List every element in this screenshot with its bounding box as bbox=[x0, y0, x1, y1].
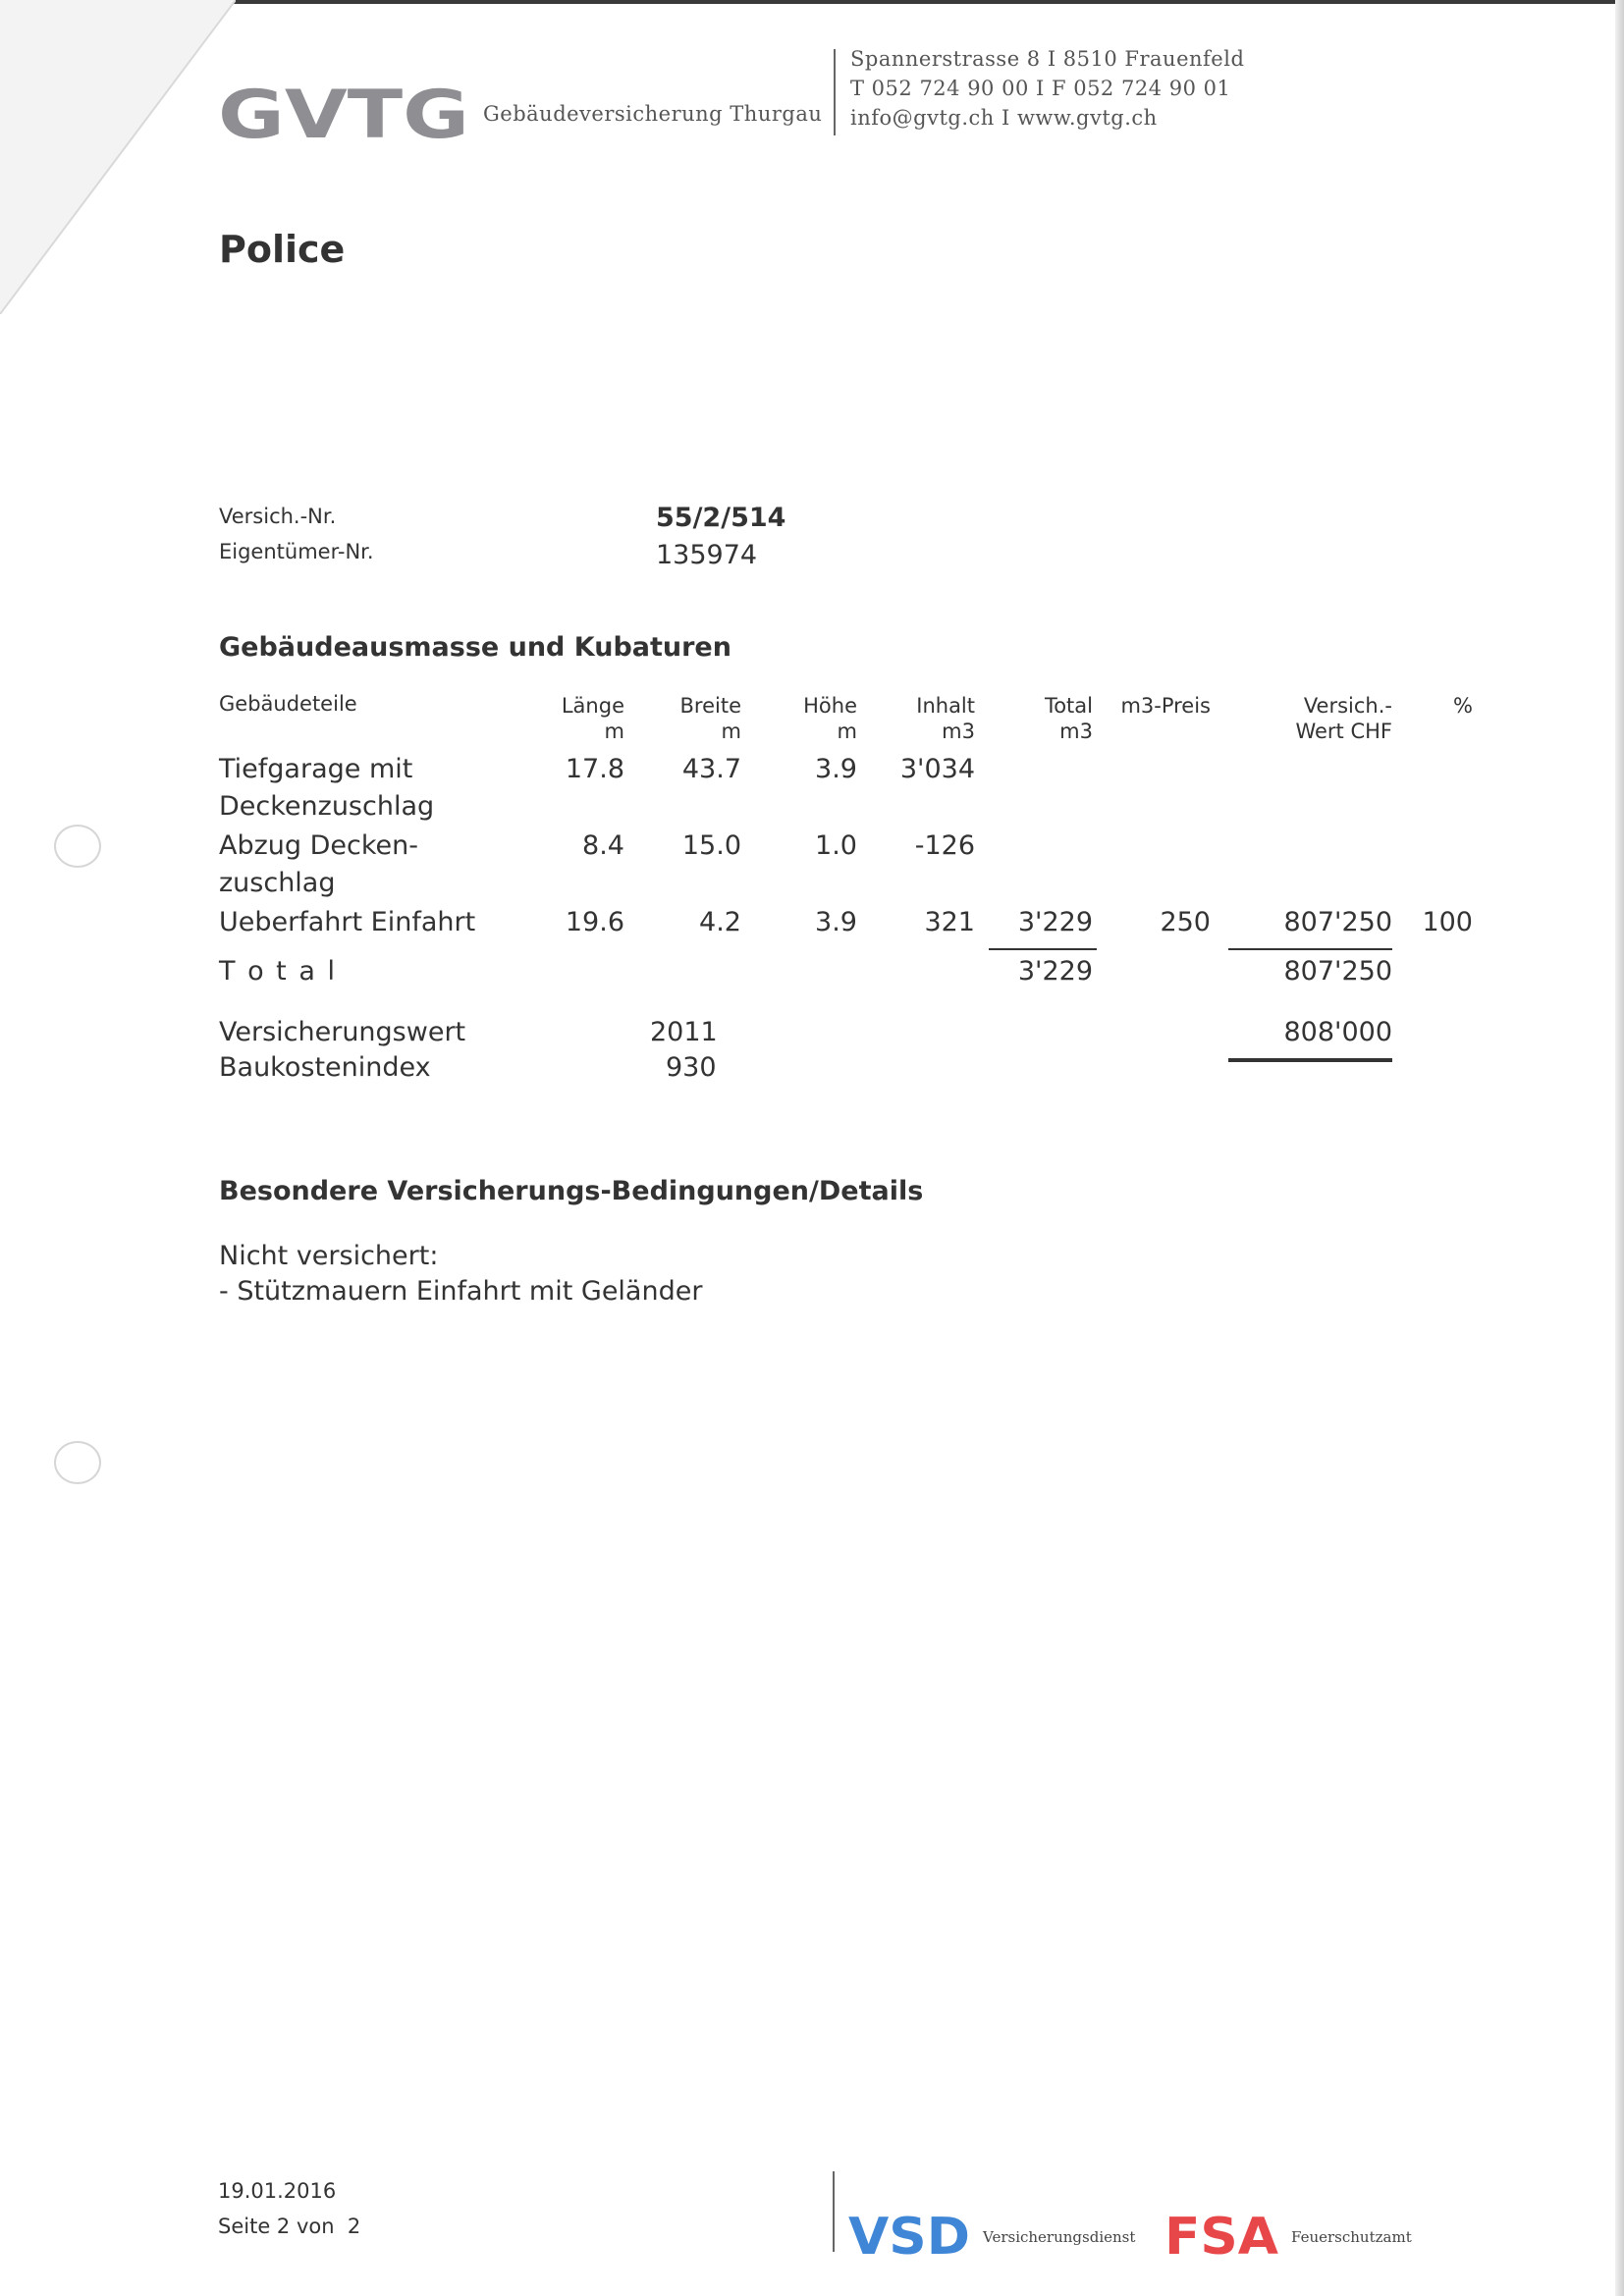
row-price: 250 bbox=[1160, 907, 1211, 937]
section-title-conditions: Besondere Versicherungs-Bedingungen/Details bbox=[219, 1176, 924, 1206]
col-header-width bbox=[628, 693, 741, 744]
row-height: 3.9 bbox=[815, 754, 857, 784]
col-header-width-line1: Breite bbox=[679, 694, 741, 718]
row-part-line2: Deckenzuschlag bbox=[219, 791, 435, 822]
row-height: 3.9 bbox=[815, 907, 857, 937]
vsd-label: Versicherungsdienst bbox=[983, 2228, 1136, 2246]
col-header-total bbox=[982, 693, 1093, 744]
vsd-logo-text: VSD bbox=[848, 2215, 970, 2256]
insurance-value-label: Versicherungswert bbox=[219, 1017, 466, 1047]
col-header-content-unit: m3 bbox=[942, 720, 975, 743]
fsa-logo-text: FSA bbox=[1164, 2215, 1278, 2256]
cost-index-value: 930 bbox=[666, 1052, 717, 1083]
col-header-price bbox=[1100, 693, 1211, 719]
section-title-building: Gebäudeausmasse und Kubaturen bbox=[219, 632, 731, 663]
col-header-price-line1: m3-Preis bbox=[1120, 694, 1211, 718]
gvtg-logo-text: GVTG bbox=[218, 82, 469, 145]
vsd-logo bbox=[848, 2215, 976, 2256]
col-header-total-unit: m3 bbox=[1059, 720, 1093, 743]
row-content: 321 bbox=[924, 907, 975, 937]
cost-index-label: Baukostenindex bbox=[219, 1052, 431, 1083]
company-address: Spannerstrasse 8 I 8510 Frauenfeld bbox=[850, 47, 1245, 71]
row-content: -126 bbox=[914, 830, 975, 861]
scan-right-edge bbox=[1615, 0, 1624, 2296]
final-value-double-rule bbox=[1228, 1058, 1392, 1062]
col-header-length-unit: m bbox=[604, 720, 624, 743]
policy-number: 55/2/514 bbox=[656, 503, 786, 533]
col-header-percent bbox=[1414, 693, 1473, 719]
scan-top-edge bbox=[0, 0, 1624, 4]
row-width: 4.2 bbox=[699, 907, 741, 937]
company-name: Gebäudeversicherung Thurgau bbox=[483, 102, 823, 126]
footer-page-number: Seite 2 von 2 bbox=[218, 2215, 361, 2238]
total-label: T o t a l bbox=[219, 956, 337, 987]
owner-number-label: Eigentümer-Nr. bbox=[219, 540, 374, 563]
col-header-length-line1: Länge bbox=[561, 694, 624, 718]
col-header-value-line2: Wert CHF bbox=[1295, 720, 1392, 743]
total-volume: 3'229 bbox=[1017, 956, 1093, 987]
subtotal-rule bbox=[1228, 948, 1392, 950]
row-part-line1: Tiefgarage mit bbox=[219, 754, 413, 784]
col-header-length bbox=[511, 693, 624, 744]
total-value: 807'250 bbox=[1283, 956, 1392, 987]
row-percent: 100 bbox=[1422, 907, 1473, 937]
row-length: 8.4 bbox=[582, 830, 624, 861]
fsa-label: Feuerschutzamt bbox=[1291, 2228, 1412, 2246]
footer-divider bbox=[833, 2171, 835, 2252]
col-header-width-unit: m bbox=[721, 720, 741, 743]
col-header-height-line1: Höhe bbox=[803, 694, 857, 718]
row-height: 1.0 bbox=[815, 830, 857, 861]
col-header-value bbox=[1227, 693, 1392, 744]
fsa-logo bbox=[1164, 2215, 1284, 2256]
row-content: 3'034 bbox=[899, 754, 975, 784]
col-header-content-line1: Inhalt bbox=[916, 694, 975, 718]
col-header-value-line1: Versich.- bbox=[1303, 694, 1392, 718]
col-header-content bbox=[864, 693, 975, 744]
col-header-part: Gebäudeteile bbox=[219, 692, 357, 716]
company-phone: T 052 724 90 00 I F 052 724 90 01 bbox=[850, 77, 1231, 100]
header-divider bbox=[834, 49, 836, 135]
row-total: 3'229 bbox=[1017, 907, 1093, 937]
row-length: 17.8 bbox=[565, 754, 624, 784]
insurance-value-amount: 808'000 bbox=[1283, 1017, 1392, 1047]
owner-number: 135974 bbox=[656, 540, 758, 570]
row-part-line1: Ueberfahrt Einfahrt bbox=[219, 907, 476, 937]
row-part-line1: Abzug Decken- bbox=[219, 830, 419, 861]
policy-number-label: Versich.-Nr. bbox=[219, 505, 337, 528]
footer-date: 19.01.2016 bbox=[218, 2179, 337, 2203]
col-header-height-unit: m bbox=[837, 720, 857, 743]
folded-corner-shadow bbox=[0, 0, 236, 314]
conditions-line: Nicht versichert: bbox=[219, 1241, 439, 1271]
row-width: 43.7 bbox=[681, 754, 741, 784]
row-value: 807'250 bbox=[1283, 907, 1392, 937]
punch-hole-mark bbox=[54, 1441, 101, 1484]
conditions-line: - Stützmauern Einfahrt mit Geländer bbox=[219, 1276, 703, 1307]
subtotal-rule bbox=[989, 948, 1097, 950]
row-width: 15.0 bbox=[681, 830, 741, 861]
gvtg-logo bbox=[218, 82, 471, 145]
col-header-total-line1: Total bbox=[1044, 694, 1093, 718]
row-length: 19.6 bbox=[565, 907, 624, 937]
company-web: info@gvtg.ch I www.gvtg.ch bbox=[850, 106, 1158, 130]
col-header-height bbox=[746, 693, 857, 744]
insurance-value-year: 2011 bbox=[650, 1017, 718, 1047]
col-header-percent-line1: % bbox=[1453, 694, 1473, 718]
punch-hole-mark bbox=[54, 825, 101, 868]
row-part-line2: zuschlag bbox=[219, 868, 336, 898]
page-title: Police bbox=[219, 228, 346, 271]
